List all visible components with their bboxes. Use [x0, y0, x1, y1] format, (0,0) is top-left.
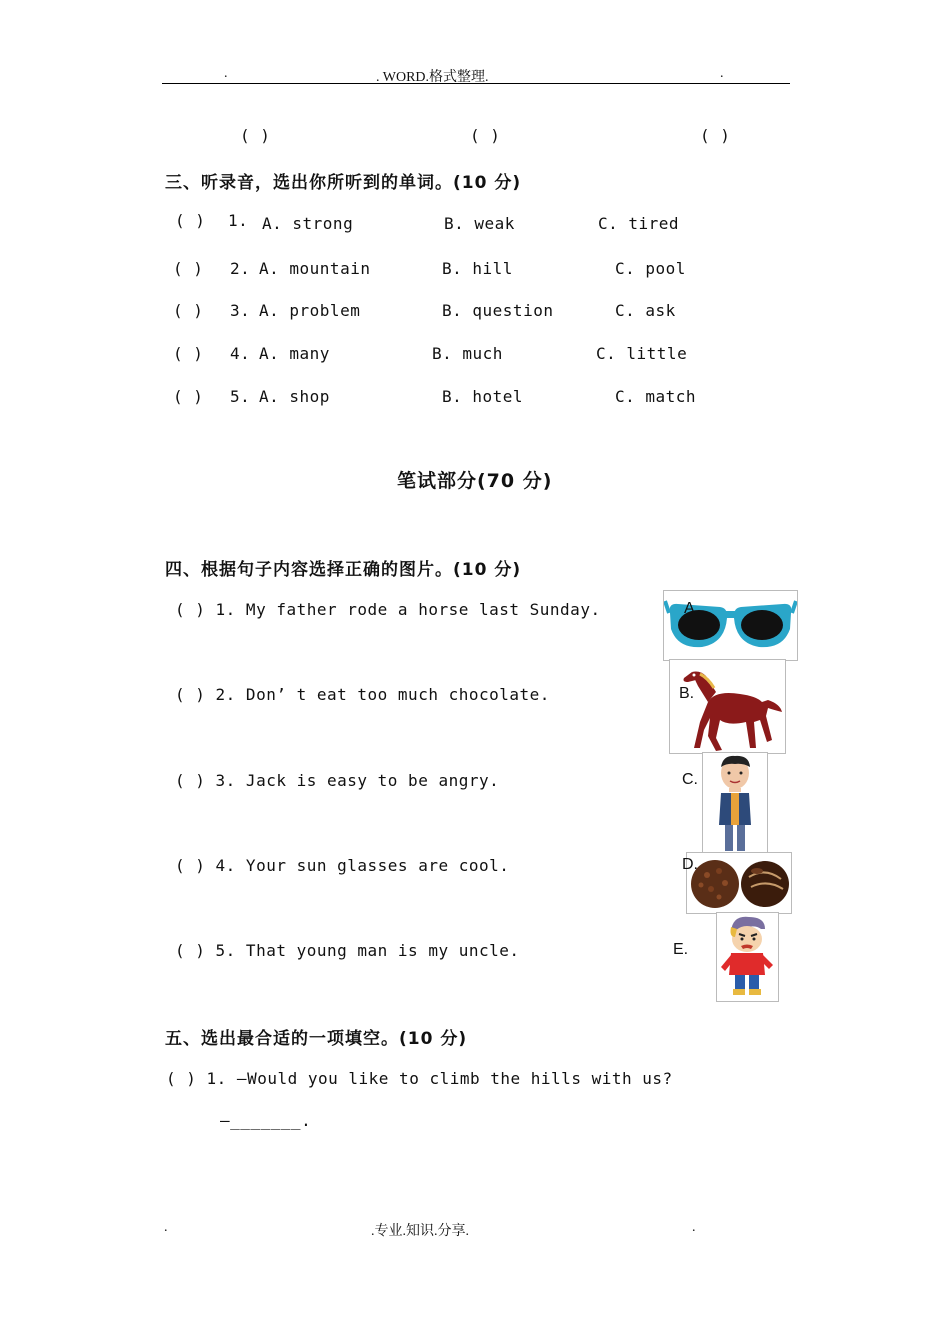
answer-paren: ( ) [175, 211, 206, 230]
answer-paren: ( ) [173, 259, 204, 278]
header-left-dot: . [224, 66, 228, 81]
option-c: C. tired [598, 214, 680, 233]
question-number: 2. [230, 259, 251, 278]
option-a: A. shop [259, 387, 330, 406]
footer-left-dot: . [164, 1220, 168, 1235]
option-c: C. ask [615, 301, 676, 320]
question-number: 5. [230, 387, 251, 406]
picture-label: B. [679, 685, 695, 702]
answer-paren: ( ) [173, 387, 204, 406]
option-a: A. many [259, 344, 330, 363]
sentence-item: ( ) 2. Don’ t eat too much chocolate. [175, 685, 550, 704]
angry-boy-icon [717, 913, 778, 1001]
answer-paren: ( ) [700, 126, 731, 145]
option-b: B. weak [444, 214, 515, 233]
picture-c [702, 752, 768, 854]
picture-e [716, 912, 779, 1002]
footer-text: .专业.知识.分享. [371, 1224, 469, 1239]
question-number: 1. [228, 211, 249, 230]
option-b: B. hotel [442, 387, 524, 406]
sentence-item: ( ) 4. Your sun glasses are cool. [175, 856, 510, 875]
picture-d [686, 852, 792, 914]
written-part-title: 笔试部分(70 分) [397, 470, 553, 492]
header-rule [162, 83, 790, 84]
picture-label: C. [682, 771, 698, 788]
section3-title: 三、听录音，选出你所听到的单词。(10 分) [165, 173, 522, 193]
section5-title: 五、选出最合适的一项填空。(10 分) [165, 1029, 468, 1049]
sentence-item: ( ) 5. That young man is my uncle. [175, 941, 520, 960]
header-title: . WORD.格式整理. [376, 70, 489, 85]
picture-label: E. [673, 941, 689, 958]
question-number: 4. [230, 344, 251, 363]
answer-paren: ( ) [173, 344, 204, 363]
option-b: B. hill [442, 259, 513, 278]
picture-b [669, 659, 786, 754]
young-man-icon [703, 753, 767, 853]
footer-right-dot: . [692, 1220, 696, 1235]
option-c: C. little [596, 344, 688, 363]
sentence-item: ( ) 3. Jack is easy to be angry. [175, 771, 500, 790]
answer-paren: ( ) [470, 126, 501, 145]
section4-title: 四、根据句子内容选择正确的图片。(10 分) [165, 560, 522, 580]
option-a: A. mountain [259, 259, 371, 278]
answer-paren: ( ) [173, 301, 204, 320]
question-item: ( ) 1. —Would you like to climb the hills with us? [166, 1069, 673, 1088]
option-b: B. question [442, 301, 554, 320]
option-c: C. pool [615, 259, 686, 278]
option-b: B. much [432, 344, 503, 363]
picture-label: A [684, 600, 695, 617]
option-a: A. strong [262, 214, 354, 233]
sentence-item: ( ) 1. My father rode a horse last Sunday. [175, 600, 601, 619]
horse-icon [670, 660, 785, 753]
question-number: 3. [230, 301, 251, 320]
answer-paren: ( ) [240, 126, 271, 145]
option-a: A. problem [259, 301, 361, 320]
chocolate-icon [687, 853, 791, 913]
answer-blank: —_______. [220, 1111, 312, 1130]
option-c: C. match [615, 387, 697, 406]
header-right-dot: . [720, 66, 724, 81]
picture-label: D. [682, 856, 698, 873]
